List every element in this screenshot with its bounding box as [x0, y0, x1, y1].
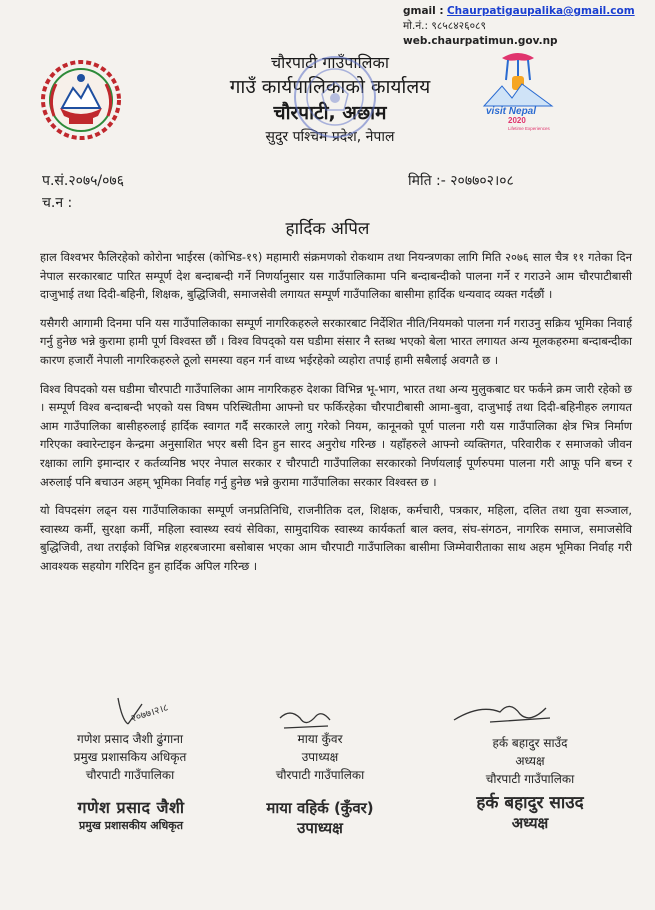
province-country: सुदुर पश्चिम प्रदेश, नेपाल: [265, 129, 395, 145]
signatory-2-name: माया कुँवर: [297, 732, 343, 746]
letter-title: हार्दिक अपिल: [285, 219, 370, 239]
signature-3-scribble-icon: [450, 694, 560, 734]
signatory-3-org: चौरपाटी गाउँपालिका: [485, 772, 575, 786]
visit-nepal-logo-icon: [478, 50, 558, 132]
stamp-3-role: अध्यक्ष: [511, 814, 549, 832]
visit-nepal-year: 2020: [508, 116, 526, 125]
signatory-1-org: चौरपाटी गाउँपालिका: [85, 768, 175, 782]
paragraph-3: विश्व विपदको यस घडीमा चौरपाटी गाउँपालिका आम नागरिकहरु देशका विभिन्न भू-भाग, भारत तथा अन्य मुलुकबाट घर फर्कने क्रम जारी रहेको छ । सम्पूर्ण विश्व बन्दाबन्दी भएको यस विषम परिस्थितीमा आफ्नो घर फर्किरहेका चौरपाटीबासी आमा-बुवा, दाजुभाई तथा दिदी-बहिनीहरु लगायत आम गाउँपालिका बासीहरुलाई हार्दिक स्वागत गर्दै सरकारले लागु गरेको नियम, कानूनको पूर्ण पालना गरी यस गाउँपालिका क्षेत्र भित्र निर्माण गरिएका क्वारेन्टाइन केन्द्रमा अनुसाशित भएर बसी दिन हुन सारद अनुरोध गरिन्छ । यहाँहरुले आफ्नो व्यक्तिगत, परिवारीक र समाजको जीवन रक्षाका लागि इमान्दार र कर्तव्यनिष्ठ भएर नेपाल सरकार र चौरपाटी गाउँपालिका सरकारको निर्णयलाई पूर्णरुपमा पालना गरी आफू पनि बच्न र अरुलाई पनि बचाउन अहम् भूमिका निर्वाह गर्नु हुनेछ भन्ने कुरामा गाउँपालिका सरकार विश्वस्त छ ।: [40, 381, 632, 489]
phone-number: मो.नं.: ९८५८४२६०८९: [403, 20, 486, 32]
contact-block: [403, 4, 643, 49]
name-stamp-vice-chair: [220, 798, 420, 838]
stamp-2-role: उपाध्यक्ष: [297, 819, 343, 837]
office-name: गाउँ कार्यपालिकाको कार्यालय: [229, 76, 431, 98]
signatory-3-name: हर्क बहादुर साउँद: [492, 736, 568, 750]
paragraph-1: हाल विश्वभर फैलिरहेको कोरोना भाईरस (कोभिड-१९) महामारी संक्रमणको रोकथाम तथा नियन्त्रणका लागि मिति २०७६ साल चैत्र ११ गतेका दिन नेपाल सरकारबाट पारित सम्पूर्ण देश बन्दाबन्दी गर्ने निणर्यानुसार यस गाउँपालिकामा पनि बन्दाबन्दीको पालना गर्ने र गराउने आम चौरपाटीबासी दाजुभाई तथा दिदी-बहिनी, शिक्षक, बुद्धिजिवी, समाजसेवी लगायत सम्पूर्ण गाउँपालिका बासीमा हार्दिक धन्यवाद व्यक्त गर्दछौं ।: [40, 250, 632, 302]
signature-1-handwritten-date: २०७७।२।८: [129, 702, 170, 725]
signatory-1-name: गणेश प्रसाद जैशी ढुंगाना: [76, 732, 184, 746]
letter-body: [40, 248, 632, 586]
signatory-2-org: चौरपाटी गाउँपालिका: [275, 768, 365, 782]
visit-nepal-brand: visit Nepal: [486, 106, 537, 117]
stamp-2-name: माया वहिर्क (कुँवर): [266, 799, 374, 817]
signatory-1-role: प्रमुख प्रशासकिय अधिकृत: [73, 750, 187, 764]
signatory-3-role: अध्यक्ष: [515, 754, 545, 768]
stamp-1-name: गणेश प्रसाद जैशी: [77, 798, 185, 817]
office-seal-icon: [292, 54, 378, 140]
signatory-chair: [440, 734, 620, 788]
signatory-2-role: उपाध्यक्ष: [301, 750, 339, 764]
signature-1-scribble-icon: [98, 690, 198, 730]
signatory-vice-chair: [220, 730, 420, 784]
website-link[interactable]: web.chaurpatimun.gov.np: [403, 35, 558, 47]
paragraph-2: यसैगरी आगामी दिनमा पनि यस गाउँपालिकाका सम्पूर्ण नागरिकहरुले सरकारबाट निर्देशित नीति/नियमको पालना गर्न गराउनु सक्रिय भूमिका निवार्ह गर्नु हुनेछ भन्ने कुरामा हामी पूर्ण विश्वस्त छौं । विश्व विपद्को यस घडीमा संसार नै स्तब्ध भएको बेला भारत लगायत अन्य मूलकहरुमा बन्दाबन्दीका कारण हजारौं नेपाली नागरिकहरुले ठूलो समस्या वहन गर्न वाध्य भईरहेको व्यहोरा तपाई हामी सबैलाई अवगतै छ ।: [40, 315, 632, 367]
reference-block: [42, 170, 124, 214]
signatory-cao: [40, 730, 220, 784]
stamp-3-name: हर्क बहादुर साउद: [476, 793, 584, 813]
email-label: gmail :: [403, 5, 444, 17]
stamp-1-role: प्रमुख प्रशासकीय अधिकृत: [79, 819, 183, 832]
nepal-emblem-icon: [40, 58, 122, 140]
paragraph-4: यो विपदसंग लढ्न यस गाउँपालिकाका सम्पूर्ण जनप्रतिनिधि, राजनीतिक दल, शिक्षक, कर्मचारी, पत्रकार, महिला, दलित तथा युवा सञ्जाल, स्वास्थ्य कर्मी, सुरक्षा कर्मी, महिला स्वास्थ्य स्वयं सेविका, सामुदायिक स्वास्थ्य कार्यकर्ता बाल क्लव, संघ-संगठन, नागरिक समाज, समाजसेवि बुद्धिजिवी, तथा तराईको विभिन्न शहरबजारमा बसोबास भएका आम चौरपाटी गाउँपालिका बासीमा जिम्मेवारीताका साथ अहम भूमिका निर्वाह गरी आवश्यक सहयोग गरिदिन हुन हार्दिक अपिल गरिन्छ ।: [40, 503, 632, 573]
visit-nepal-tagline: Lifetime Experiences: [508, 126, 550, 131]
letter-date: मिति :- २०७७०२।०८: [408, 173, 514, 189]
letter-number: प.सं.२०७५/०७६: [42, 173, 124, 189]
dispatch-number: च.न :: [42, 195, 73, 211]
email-link[interactable]: Chaurpatigaupalika@gmail.com: [446, 5, 635, 17]
name-stamp-chair: [440, 790, 620, 833]
name-stamp-cao: [36, 796, 226, 833]
office-location: चौरपाटी, अछाम: [273, 102, 387, 124]
municipality-name: चौरपाटी गाउँपालिका: [271, 53, 389, 72]
email-line: [403, 4, 643, 19]
